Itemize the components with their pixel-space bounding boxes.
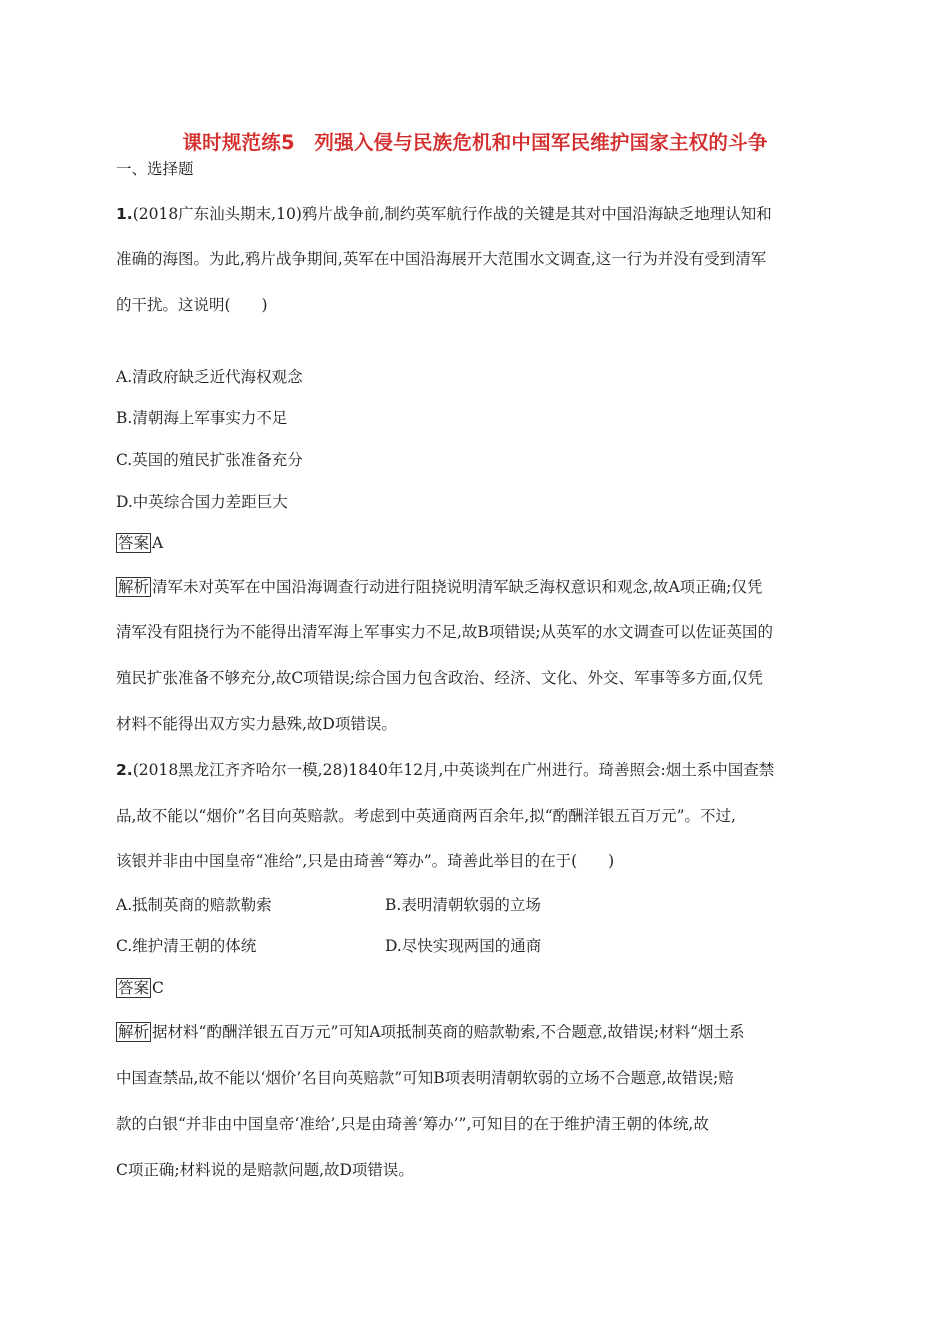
q2-option-c: C.维护清王朝的体统 [116,937,257,955]
analysis-tag: 解析 [118,1023,150,1041]
q1-number: 1. [116,205,133,223]
section-heading: 一、选择题 [116,160,194,178]
q2-option-a: A.抵制英商的赔款勒索 [116,896,272,914]
answer-tag: 答案 [118,979,150,997]
q1-option-d: D.中英综合国力差距巨大 [116,493,288,511]
answer-tag: 答案 [118,534,150,552]
q2-analysis-line-3: 款的白银“并非由中国皇帝‘准给’,只是由琦善‘筹办’”,可知目的在于维护清王朝的体统,故 [116,1115,709,1133]
q1-stem-line-2: 准确的海图。为此,鸦片战争期间,英军在中国沿海展开大范围水文调查,这一行为并没有受到清军 [116,250,767,268]
q1-answer-value: A [152,534,164,552]
q2-stem-line-1: 2.(2018黑龙江齐齐哈尔一模,28)1840年12月,中英谈判在广州进行。琦善照会:烟土系中国查禁 [116,761,775,779]
q1-analysis-line-1: 解析 清军未对英军在中国沿海调查行动进行阻挠说明清军缺乏海权意识和观念,故A项正确;仅凭 [118,578,763,596]
q1-option-c: C.英国的殖民扩张准备充分 [116,451,303,469]
q2-answer [116,977,164,999]
q2-analysis-line-1: 解析 据材料“酌酬洋银五百万元”可知A项抵制英商的赔款勒索,不合题意,故错误;材料“烟土系 [118,1023,745,1041]
q2-analysis-line-4: C项正确;材料说的是赔款问题,故D项错误。 [116,1161,414,1179]
q1-analysis-line-3: 殖民扩张准备不够充分,故C项错误;综合国力包含政治、经济、文化、外交、军事等多方面,仅凭 [116,669,763,687]
q2-option-d: D.尽快实现两国的通商 [385,937,542,955]
q1-option-b: B.清朝海上军事实力不足 [116,409,288,427]
q2-answer-value: C [152,979,164,997]
q1-analysis-line-4: 材料不能得出双方实力悬殊,故D项错误。 [116,715,397,733]
q2-stem-line-3: 该银并非由中国皇帝“准给”,只是由琦善“筹办”。琦善此举目的在于( ) [116,852,615,870]
q1-stem-line-1: 1.(2018广东汕头期末,10)鸦片战争前,制约英军航行作战的关键是其对中国沿海缺乏地理认知和 [116,205,772,223]
q1-analysis-line-2: 清军没有阻挠行为不能得出清军海上军事实力不足,故B项错误;从英军的水文调查可以佐证英国的 [116,623,774,641]
q1-option-a: A.清政府缺乏近代海权观念 [116,368,303,386]
q2-analysis-line-2: 中国查禁品,故不能以‘烟价’名目向英赔款”可知B项表明清朝软弱的立场不合题意,故错误;赔 [116,1069,734,1087]
q2-option-b: B.表明清朝软弱的立场 [385,896,541,914]
q1-answer [116,532,163,554]
q1-stem-line-3: 的干扰。这说明( ) [116,296,268,314]
page-title: 课时规范练5 列强入侵与民族危机和中国军民维护国家主权的斗争 [182,131,768,154]
q2-number: 2. [116,761,133,779]
analysis-tag: 解析 [118,578,150,596]
q2-stem-line-2: 品,故不能以“烟价”名目向英赔款。考虑到中英通商两百余年,拟“酌酬洋银五百万元”。不过, [116,807,736,825]
